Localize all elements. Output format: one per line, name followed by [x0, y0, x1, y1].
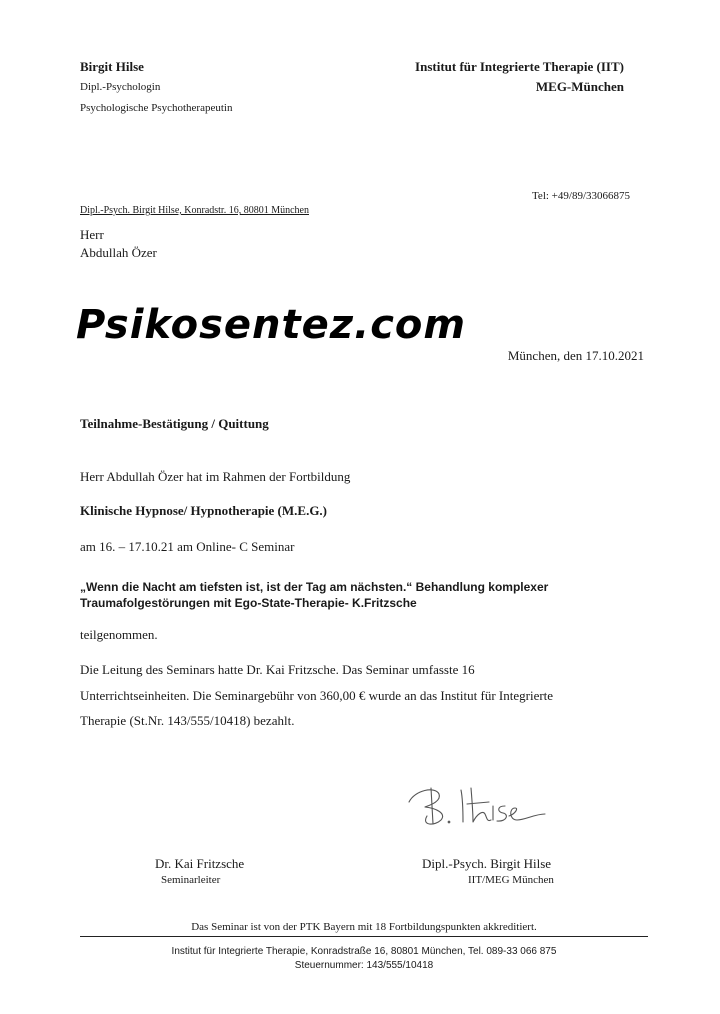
sender-title: Dipl.-Psychologin — [80, 81, 161, 93]
recipient-name: Abdullah Özer — [80, 245, 157, 260]
institute-branch: MEG-München — [535, 79, 624, 94]
institute-name: Institut für Integrierte Therapie (IIT) — [415, 59, 624, 74]
sender-role: Psychologische Psychotherapeutin — [80, 102, 233, 114]
paragraph-line-2: Unterrichtseinheiten. Die Seminargebühr von 360,00 € wurde an das Institut für Integrierte — [80, 688, 554, 703]
sender-name: Birgit Hilse — [80, 59, 144, 74]
left-signer-role: Seminarleiter — [161, 874, 221, 886]
accreditation-note: Das Seminar ist von der PTK Bayern mit 18 Fortbildungspunkten akkreditiert. — [191, 921, 537, 933]
watermark-text: Psikosentez.com — [76, 302, 467, 348]
course-title: Klinische Hypnose/ Hypnotherapie (M.E.G.) — [80, 503, 328, 518]
paragraph-line-1: Die Leitung des Seminars hatte Dr. Kai Fritzsche. Das Seminar umfasste 16 — [80, 662, 475, 677]
body-intro: Herr Abdullah Özer hat im Rahmen der Fortbildung — [80, 469, 351, 484]
date-line: München, den 17.10.2021 — [507, 348, 644, 363]
right-signer-name: Dipl.-Psych. Birgit Hilse — [422, 856, 552, 871]
footer-tax-number: Steuernummer: 143/555/10418 — [294, 960, 434, 971]
paragraph-line-3: Therapie (St.Nr. 143/555/10418) bezahlt. — [80, 713, 295, 728]
left-signer-name: Dr. Kai Fritzsche — [155, 856, 245, 871]
subject-line: Teilnahme-Bestätigung / Quittung — [80, 416, 269, 431]
course-dates: am 16. – 17.10.21 am Online- C Seminar — [80, 539, 295, 554]
seminar-title-line-1: „Wenn die Nacht am tiefsten ist, ist der Tag am nächsten.“ Behandlung komplexer — [80, 580, 549, 594]
footer-divider — [80, 936, 648, 937]
right-signer-role: IIT/MEG München — [468, 874, 554, 886]
participated-text: teilgenommen. — [80, 627, 158, 642]
recipient-salutation: Herr — [80, 227, 104, 242]
return-address: Dipl.-Psych. Birgit Hilse, Konradstr. 16, 80801 München — [80, 205, 309, 216]
footer-address: Institut für Integrierte Therapie, Konradstraße 16, 80801 München, Tel. 089-33 066 875 — [171, 946, 557, 957]
seminar-title-line-2: Traumafolgestörungen mit Ego-State-Therapie- K.Fritzsche — [80, 596, 417, 610]
handwritten-signature — [405, 780, 555, 830]
phone-number: Tel: +49/89/33066875 — [531, 190, 630, 202]
